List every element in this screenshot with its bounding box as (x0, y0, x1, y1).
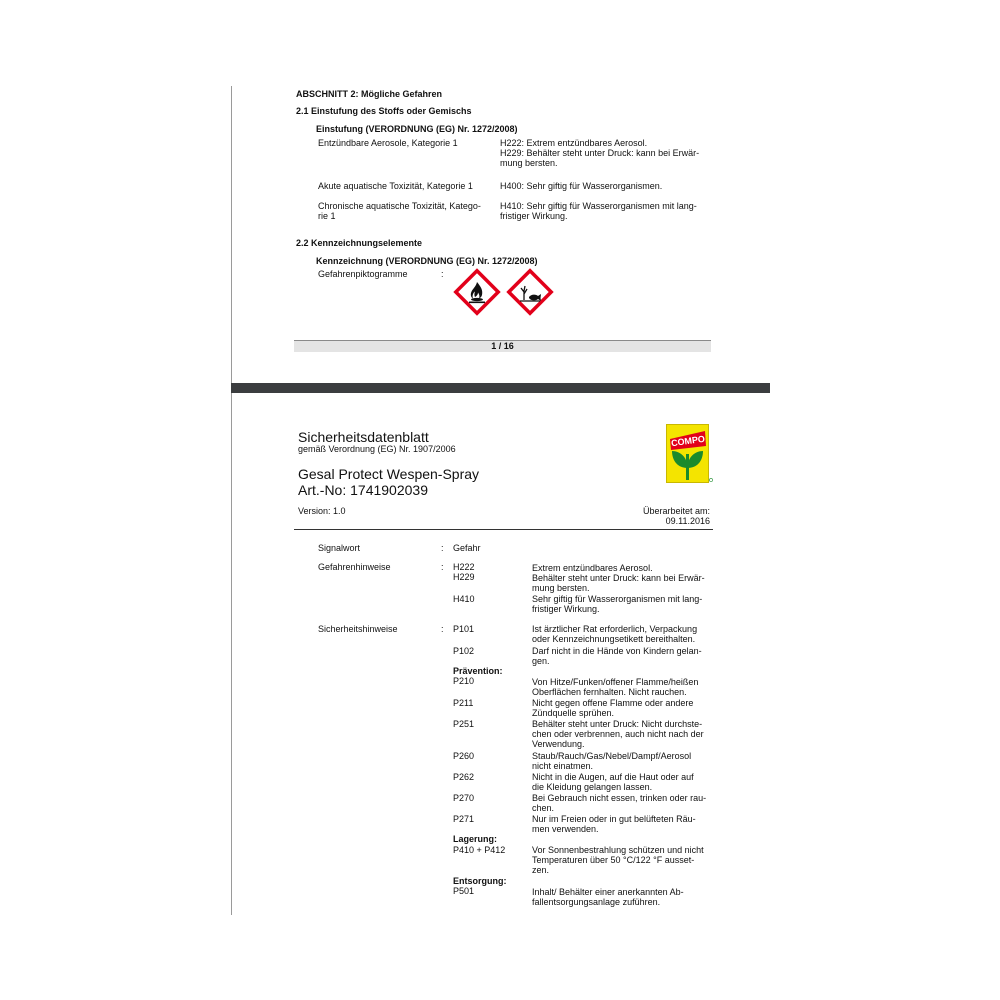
precaution-text: Nicht in die Augen, auf die Haut oder auf die Kleidung gelangen lassen. (532, 772, 694, 792)
precaution-code: P101 (453, 624, 475, 634)
precautionary-statements-label: Sicherheitshinweise (318, 624, 398, 634)
hazard-code: H222 (453, 562, 475, 572)
hazard-text: Extrem entzündbares Aerosol. (532, 563, 653, 573)
precaution-code: P260 (453, 751, 475, 761)
signal-word-label: Signalwort (318, 543, 361, 553)
product-name: Gesal Protect Wespen-Spray (298, 466, 480, 482)
precaution-code: P271 (453, 814, 475, 824)
hazard-code: H410 (453, 594, 475, 604)
storage-heading: Lagerung: (453, 834, 497, 844)
classification-text: H400: Sehr giftig für Wasserorganismen. (500, 181, 663, 191)
prevention-heading: Prävention: (453, 666, 503, 676)
classification-label: Entzündbare Aerosole, Kategorie 1 (318, 138, 458, 148)
labelling-heading: Kennzeichnung (VERORDNUNG (EG) Nr. 1272/2008) (316, 256, 538, 266)
pictograms-colon: : (441, 269, 444, 279)
hazard-text: Sehr giftig für Wasserorganismen mit lang- fristiger Wirkung. (532, 594, 703, 614)
subsection-2-2: 2.2 Kennzeichnungselemente (296, 238, 423, 248)
precaution-text: Von Hitze/Funken/offener Flamme/heißen Oberflächen fernhalten. Nicht rauchen. (532, 677, 699, 697)
classification-label: Chronische aquatische Toxizität, Katego- rie 1 (318, 201, 481, 221)
precaution-text: Darf nicht in die Hände von Kindern gelan- gen. (532, 646, 702, 666)
signal-word-value: Gefahr (453, 543, 481, 553)
precaution-code: P501 (453, 886, 475, 896)
revised-date: 09.11.2016 (665, 516, 710, 526)
subsection-2-1: 2.1 Einstufung des Stoffs oder Gemischs (296, 106, 472, 116)
precaution-text: Behälter steht unter Druck: Nicht durchste- chen oder verbrennen, auch nicht nach der Verwendung. (532, 719, 704, 749)
precaution-code: P210 (453, 676, 475, 686)
revised-label: Überarbeitet am: (642, 506, 710, 516)
precaution-code: P251 (453, 719, 475, 729)
page-edge-top (231, 86, 232, 384)
precaution-text: Ist ärztlicher Rat erforderlich, Verpackung oder Kennzeichnungsetikett bereithalten. (532, 624, 698, 644)
section-heading: ABSCHNITT 2: Mögliche Gefahren (296, 89, 443, 99)
hazard-statements-label: Gefahrenhinweise (318, 562, 391, 572)
classification-text: H410: Sehr giftig für Wasserorganismen mit lang- fristiger Wirkung. (500, 201, 697, 221)
version: Version: 1.0 (298, 506, 346, 516)
hazard-code: H229 (453, 572, 475, 582)
hazard-statements-colon: : (441, 562, 444, 572)
precaution-text: Inhalt/ Behälter einer anerkannten Ab- fallentsorgungsanlage zuführen. (532, 887, 684, 907)
precaution-code: P102 (453, 646, 475, 656)
precaution-text: Vor Sonnenbestrahlung schützen und nicht Temperaturen über 50 °C/122 °F ausset- zen. (532, 845, 704, 875)
page-number: 1 / 16 (491, 341, 514, 351)
precaution-code: P270 (453, 793, 475, 803)
flame-pictogram-icon (453, 268, 501, 316)
hazard-text: Behälter steht unter Druck: kann bei Erwär- mung bersten. (532, 573, 705, 593)
precaution-code: P262 (453, 772, 475, 782)
document-title: Sicherheitsdatenblatt (298, 429, 429, 445)
precaution-text: Nicht gegen offene Flamme oder andere Zündquelle sprühen. (532, 698, 694, 718)
disposal-heading: Entsorgung: (453, 876, 507, 886)
precaution-code: P211 (453, 698, 474, 708)
classification-label: Akute aquatische Toxizität, Kategorie 1 (318, 181, 473, 191)
compo-logo (666, 424, 714, 484)
signal-word-colon: : (441, 543, 444, 553)
page-edge-bottom (231, 393, 232, 915)
precaution-code: P410 + P412 (453, 845, 506, 855)
precaution-text: Nur im Freien oder in gut belüfteten Räu- men verwenden. (532, 814, 696, 834)
precaution-text: Bei Gebrauch nicht essen, trinken oder rau- chen. (532, 793, 707, 813)
page-number-bar (294, 340, 711, 352)
page-separator (231, 383, 770, 393)
classification-heading: Einstufung (VERORDNUNG (EG) Nr. 1272/2008) (316, 124, 518, 134)
document-subtitle: gemäß Verordnung (EG) Nr. 1907/2006 (298, 444, 456, 454)
logo-text: COMPO (670, 433, 706, 449)
article-number: Art.-No: 1741902039 (298, 482, 428, 498)
header-divider (294, 529, 713, 530)
precaution-text: Staub/Rauch/Gas/Nebel/Dampf/Aerosol nicht einatmen. (532, 751, 692, 771)
pictograms-label: Gefahrenpiktogramme (318, 269, 408, 279)
classification-text: H222: Extrem entzündbares Aerosol. H229: Behälter steht unter Druck: kann bei Erwär- mung bersten. (500, 138, 700, 168)
environment-pictogram-icon (506, 268, 554, 316)
precautionary-statements-colon: : (441, 624, 444, 634)
